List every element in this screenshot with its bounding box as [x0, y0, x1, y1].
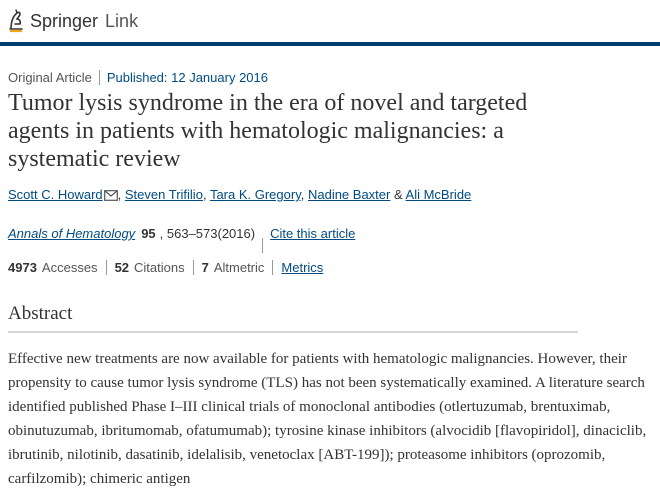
- journal-pages-year: , 563–573(2016): [159, 226, 256, 241]
- citations-count: 52: [114, 260, 130, 275]
- author-separator: ,: [300, 187, 308, 202]
- accesses-count: 4973: [8, 260, 37, 275]
- metrics-divider: [106, 260, 107, 275]
- author-link-baxter[interactable]: Nadine Baxter: [307, 187, 391, 202]
- journal-citation: [8, 214, 660, 253]
- abstract-heading: Abstract: [8, 303, 578, 333]
- author-link-trifilio[interactable]: Steven Trifilio: [124, 187, 203, 202]
- journal-link[interactable]: Annals of Hematology: [8, 226, 136, 241]
- article-meta: [8, 70, 660, 85]
- mail-icon[interactable]: [104, 189, 118, 204]
- cite-article-link[interactable]: Cite this article: [270, 226, 356, 241]
- journal-volume: 95: [141, 226, 156, 241]
- metrics-link[interactable]: Metrics: [281, 260, 324, 275]
- article-metrics: [8, 260, 660, 275]
- metrics-divider: [193, 260, 194, 275]
- author-and: &: [390, 187, 406, 202]
- author-list: [8, 187, 660, 204]
- top-header: [0, 0, 660, 46]
- meta-divider: [99, 70, 100, 85]
- article-title: Tumor lysis syndrome in the era of novel and targeted agents in patients with hematologic malignancies: a systematic review: [8, 90, 528, 172]
- author-separator: ,: [117, 187, 125, 202]
- springer-link-logo[interactable]: [6, 9, 138, 33]
- abstract-text: Effective new treatments are now available for patients with hematologic malignancies. However, their propensity to cause tumor lysis syndrome (TLS) has not been systematically examined. A literature search identified published Phase I–III clinical trials of monoclonal antibodies (otlertuzumab, brentuximab, obinutuzumab, ibritumomab, ofatumumab); tyrosine kinase inhibitors (alvocidib [flavopiridol], dinaciclib, ibrutinib, nilotinib, dasatinib, idelalisib, venetoclax [ABT-199]); proteasome inhibitors (oprozomib, carfilzomib); chimeric antigen: [8, 351, 647, 487]
- author-link-howard[interactable]: Scott C. Howard: [8, 187, 103, 202]
- metrics-divider: [272, 260, 273, 275]
- article-content: [0, 70, 660, 491]
- brand-name: Springer: [30, 10, 99, 31]
- author-link-gregory[interactable]: Tara K. Gregory: [209, 187, 301, 202]
- accesses-label: Accesses: [41, 260, 98, 275]
- springer-horse-icon: [6, 9, 26, 33]
- article-type: Original Article: [8, 70, 92, 85]
- citation-divider: [262, 238, 263, 253]
- published-date: Published: 12 January 2016: [106, 70, 268, 85]
- author-link-mcbride[interactable]: Ali McBride: [405, 187, 472, 202]
- author-separator: ,: [202, 187, 210, 202]
- brand-suffix: Link: [105, 10, 139, 31]
- altmetric-count: 7: [201, 260, 209, 275]
- altmetric-label: Altmetric: [213, 260, 265, 275]
- citations-label: Citations: [134, 260, 185, 275]
